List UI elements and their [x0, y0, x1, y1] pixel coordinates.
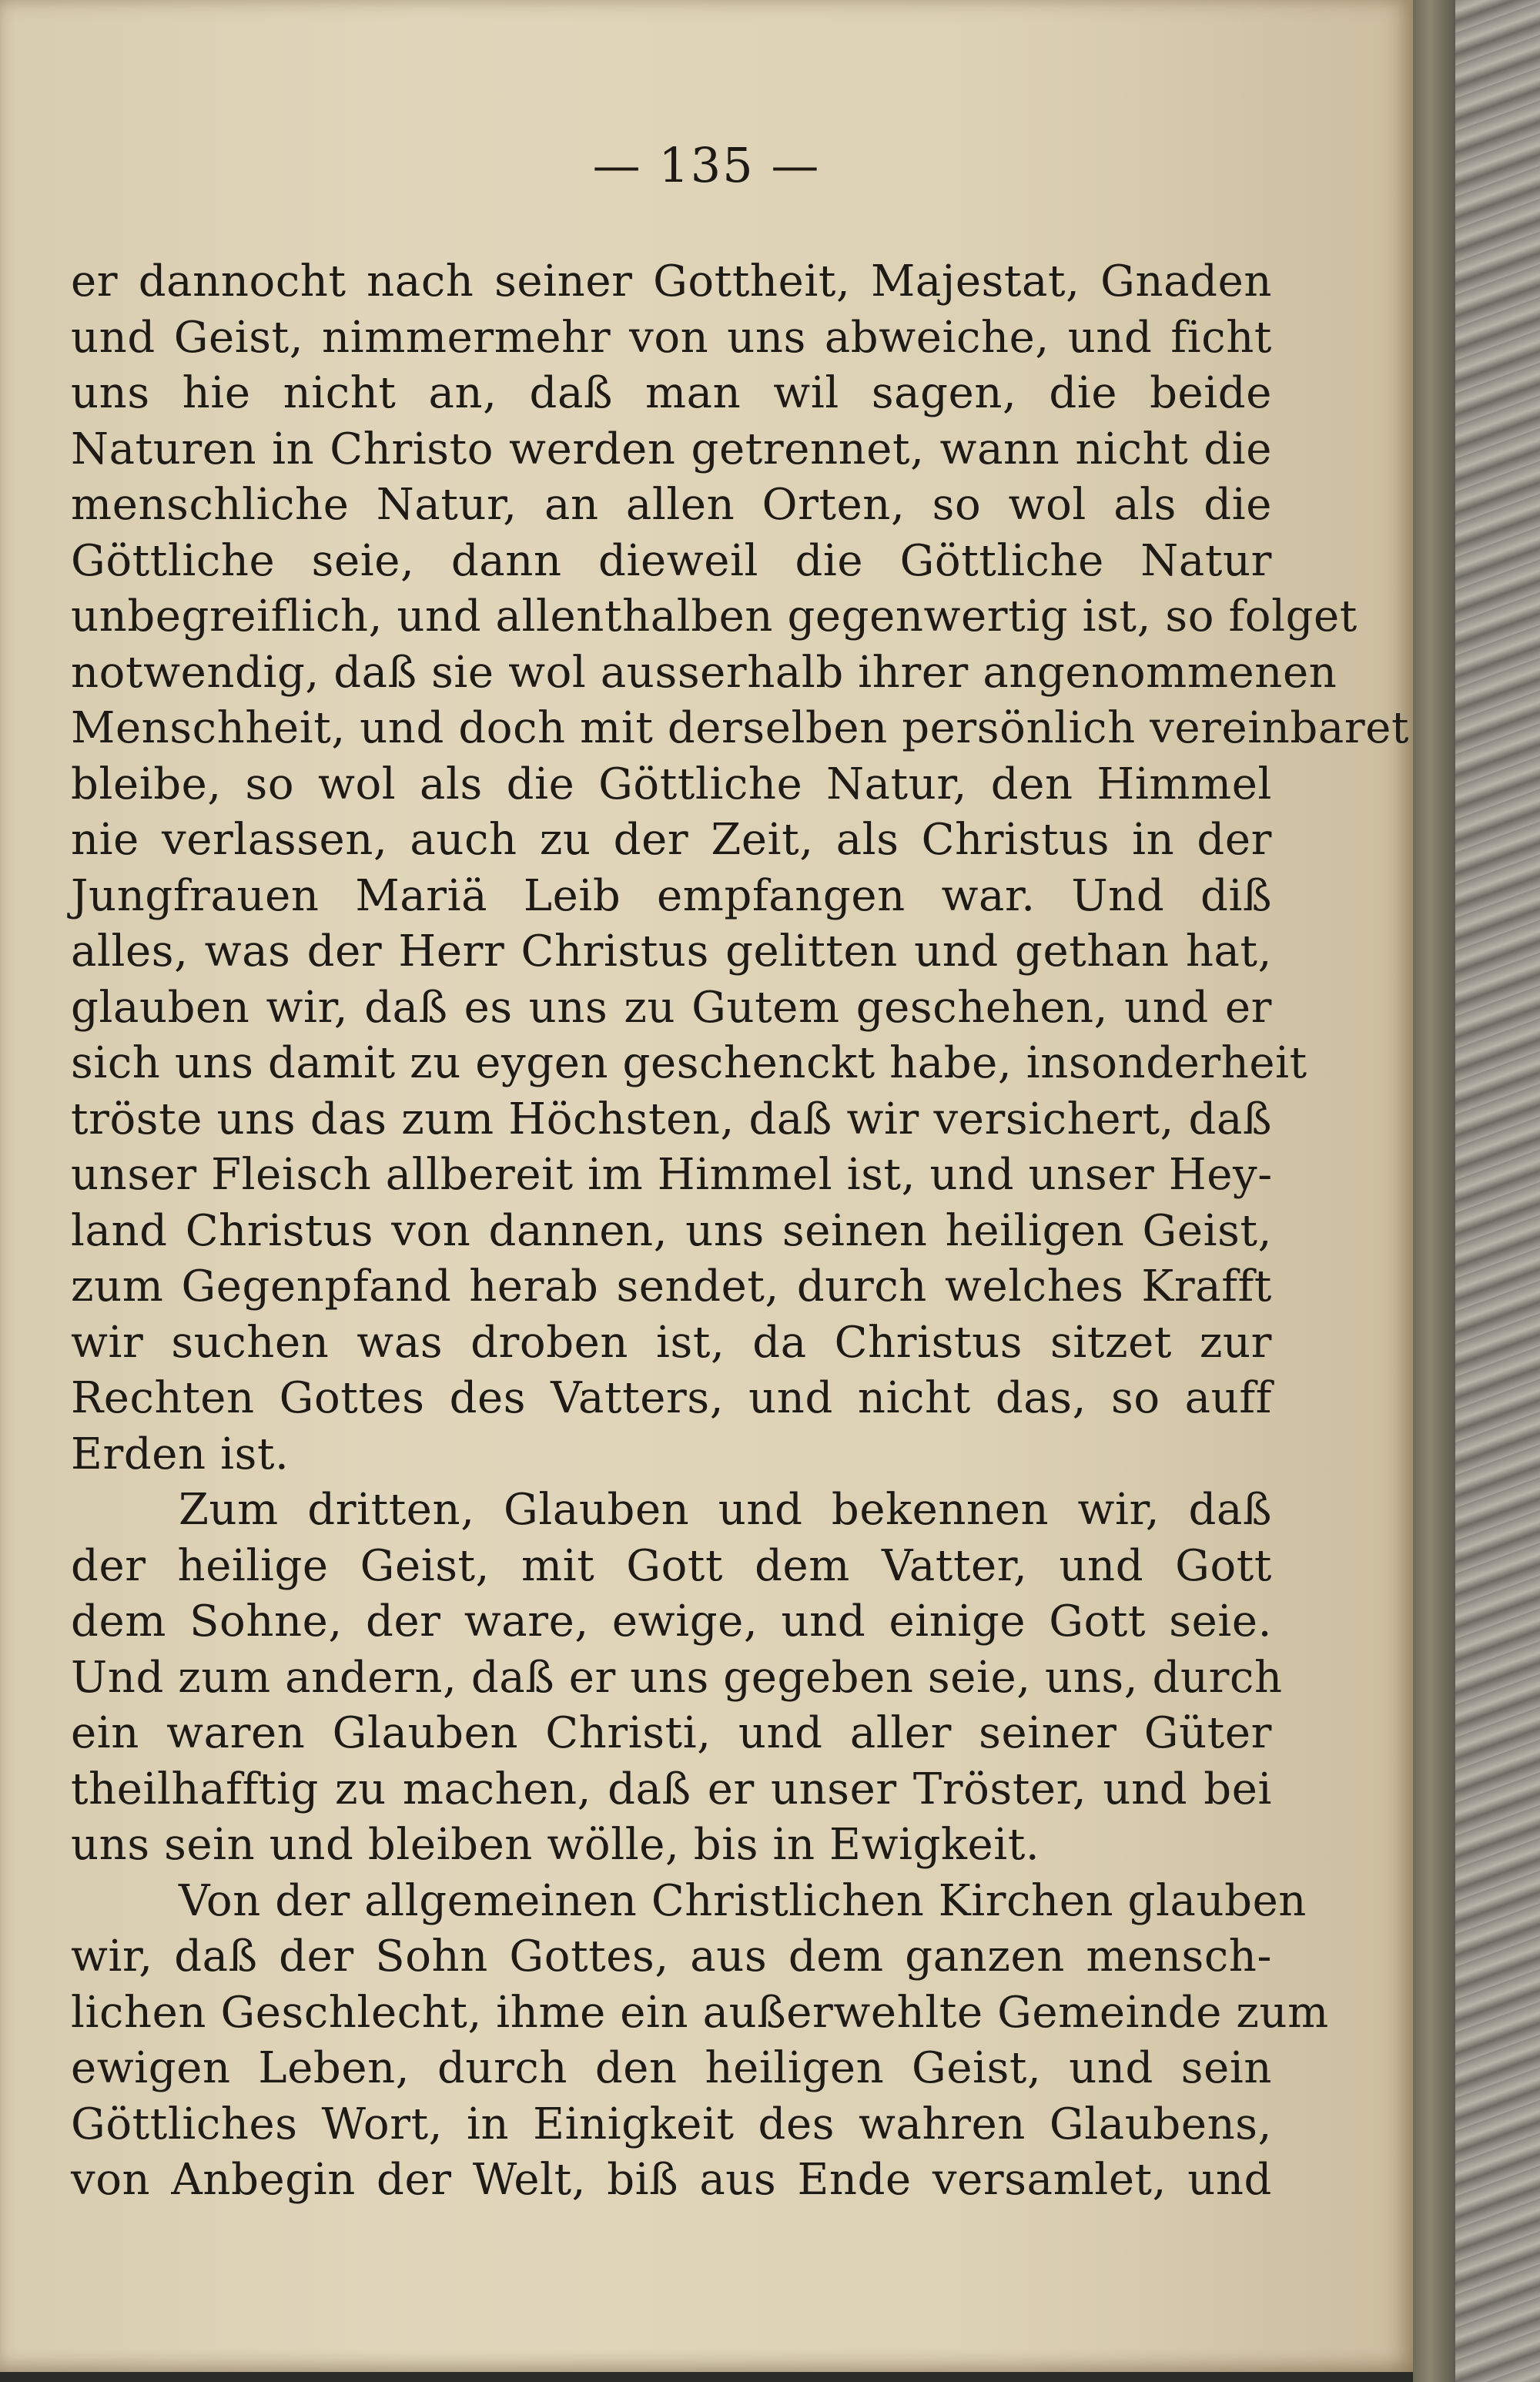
text-line: Naturen in Christo werden getrennet, wann nicht die	[71, 424, 1272, 474]
text-line: und Geist, nimmermehr von uns abweiche, und ficht	[71, 312, 1272, 363]
text-line: sich uns damit zu eygen geschenckt habe, insonderheit	[71, 1038, 1307, 1088]
text-line: der heilige Geist, mit Gott dem Vatter, und Gott	[71, 1540, 1272, 1591]
paragraph-start-line: Zum dritten, Glauben und bekennen wir, daß	[179, 1485, 1272, 1535]
text-line: glauben wir, daß es uns zu Gutem geschehen, und er	[71, 982, 1272, 1033]
text-line: Göttliche seie, dann dieweil die Göttliche Natur	[71, 535, 1272, 586]
text-line: theilhafftig zu machen, daß er unser Tröster, und bei	[71, 1764, 1272, 1814]
text-line: dem Sohne, der ware, ewige, und einige Gott seie.	[71, 1596, 1272, 1647]
book-cover-edge	[1455, 0, 1540, 2382]
text-line: er dannocht nach seiner Gottheit, Majestat, Gnaden	[71, 256, 1272, 307]
text-line: unser Fleisch allbereit im Himmel ist, und unser Hey-	[71, 1150, 1273, 1200]
body-text	[71, 254, 1410, 2209]
text-line: alles, was der Herr Christus gelitten und gethan hat,	[71, 926, 1272, 977]
text-line: wir suchen was droben ist, da Christus sitzet zur	[71, 1317, 1272, 1368]
text-line: Erden ist.	[71, 1429, 290, 1479]
text-line: Jungfrauen Mariä Leib empfangen war. Und diß	[71, 870, 1272, 921]
page-number: — 135 —	[592, 137, 821, 193]
text-line: uns hie nicht an, daß man wil sagen, die beide	[71, 368, 1272, 418]
text-line: land Christus von dannen, uns seinen heiligen Geist,	[71, 1205, 1272, 1256]
text-line: zum Gegenpfand herab sendet, durch welches Krafft	[71, 1261, 1272, 1312]
text-line: nie verlassen, auch zu der Zeit, als Christus in der	[71, 815, 1272, 865]
page-stack-edge	[1413, 0, 1455, 2382]
text-line: Rechten Gottes des Vatters, und nicht das, so auff	[71, 1373, 1272, 1423]
text-line: ein waren Glauben Christi, und aller seiner Güter	[71, 1708, 1272, 1758]
text-line: wir, daß der Sohn Gottes, aus dem ganzen mensch-	[71, 1931, 1272, 1982]
text-line: lichen Geschlecht, ihme ein außerwehlte Gemeinde zum	[71, 1987, 1329, 2038]
text-line: ewigen Leben, durch den heiligen Geist, und sein	[71, 2043, 1272, 2093]
text-line: unbegreiflich, und allenthalben gegenwertig ist, so folget	[71, 591, 1358, 642]
text-line: Menschheit, und doch mit derselben persönlich vereinbaret	[71, 703, 1410, 753]
text-line: menschliche Natur, an allen Orten, so wol als die	[71, 480, 1272, 530]
text-line: Göttliches Wort, in Einigkeit des wahren Glaubens,	[71, 2099, 1272, 2149]
paragraph-start-line: Von der allgemeinen Christlichen Kirchen glauben	[179, 1875, 1307, 1926]
text-line: tröste uns das zum Höchsten, daß wir versichert, daß	[71, 1094, 1272, 1144]
text-line: von Anbegin der Welt, biß aus Ende versamlet, und	[71, 2155, 1272, 2205]
text-line: notwendig, daß sie wol ausserhalb ihrer angenommenen	[71, 647, 1337, 698]
text-line: Und zum andern, daß er uns gegeben seie, uns, durch	[71, 1652, 1283, 1703]
text-line: bleibe, so wol als die Göttliche Natur, den Himmel	[71, 759, 1272, 809]
text-line: uns sein und bleiben wölle, bis in Ewigkeit.	[71, 1820, 1040, 1870]
